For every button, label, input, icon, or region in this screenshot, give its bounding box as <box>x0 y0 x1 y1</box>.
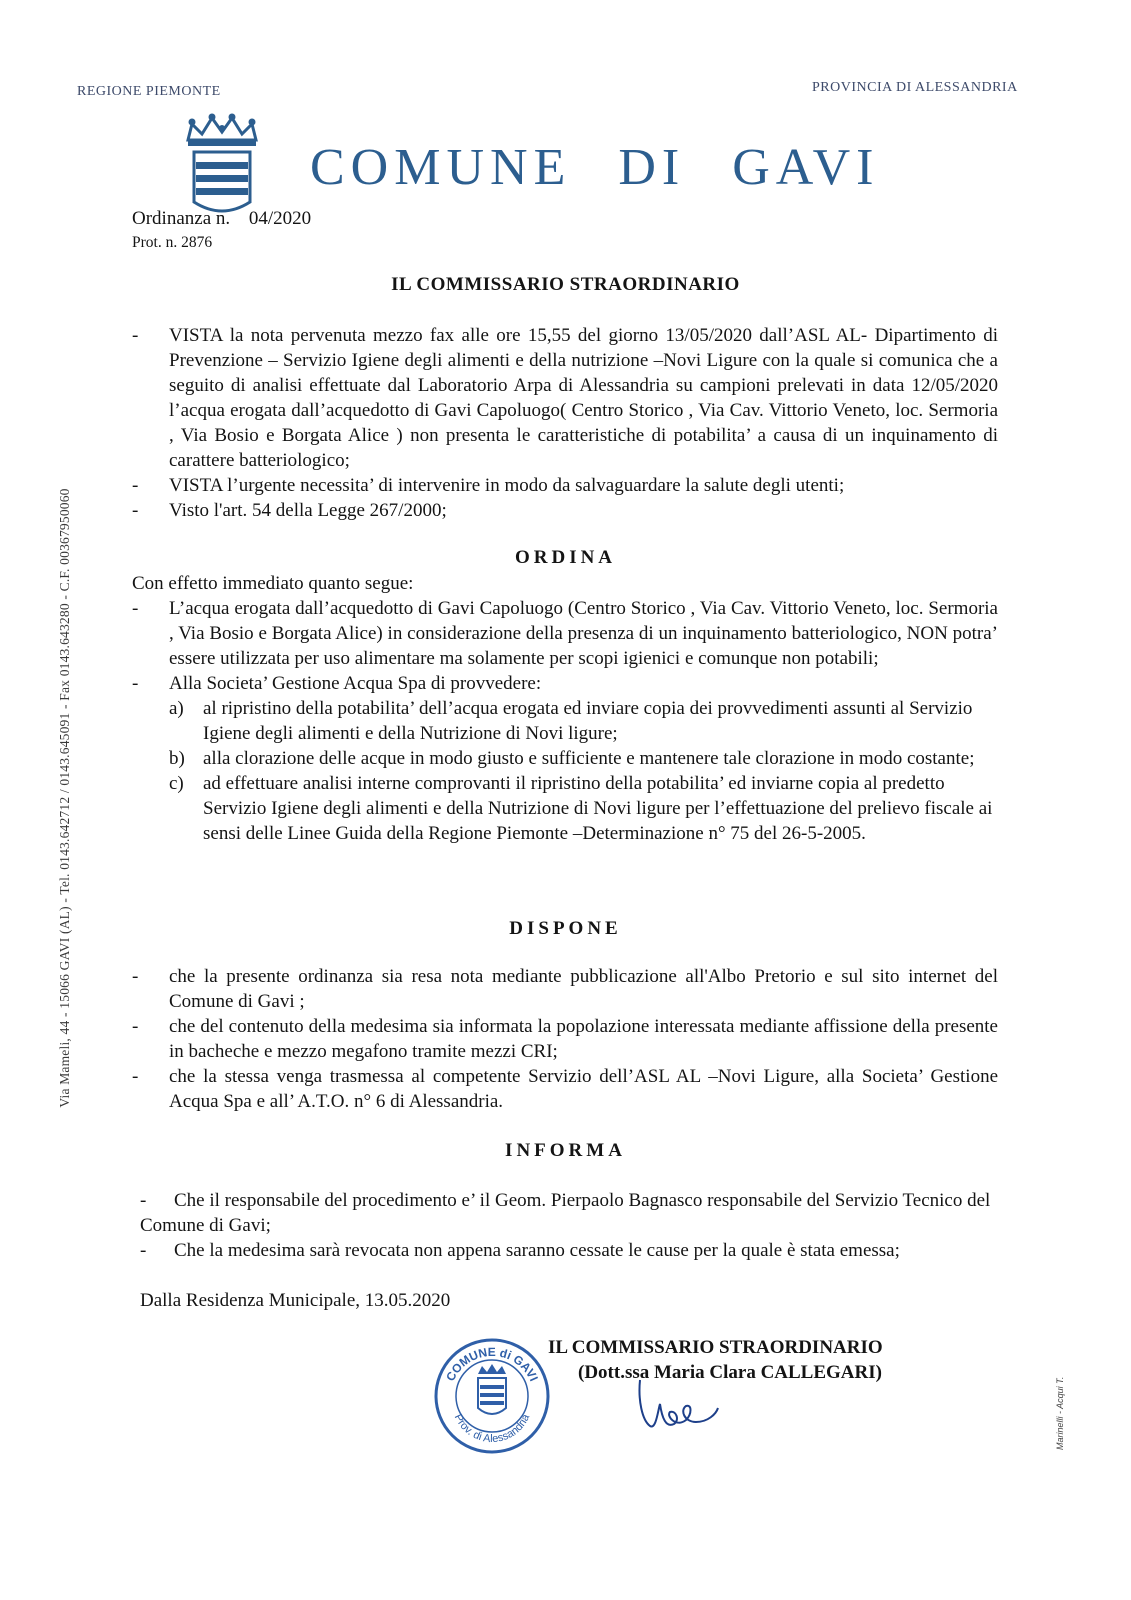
dispone-heading: DISPONE <box>509 918 622 939</box>
svg-text:Prov. di Alessandria: Prov. di Alessandria <box>451 1412 533 1446</box>
informa-item: - Che il responsabile del procedimento e’ il Geom. Pierpaolo Bagnasco responsabile del Servizio Tecnico del Comune di Gavi; <box>140 1190 991 1236</box>
ordina-item: - Alla Societa’ Gestione Acqua Spa di provvedere: <box>132 671 998 696</box>
printer-mark: Marinelli - Acqui T. <box>1055 1376 1065 1450</box>
ordina-sub-item: c) ad effettuare analisi interne comprovanti il ripristino della potabilita’ ed inviarne copia al predetto Servizio Igiene degli alimenti e della Nutrizione di Novi ligure per l’effettuazione del prelievo fiscale ai sensi delle Linee Guida della Regione Piemonte –Determinazione n° 75 del 26-5-2005. <box>169 773 993 844</box>
ordina-intro: Con effetto immediato quanto segue: <box>132 573 414 594</box>
protocol-number: Prot. n. 2876 <box>132 234 213 251</box>
handwritten-signature-icon <box>600 1370 780 1440</box>
ordina-section <box>132 571 998 846</box>
signature-name: (Dott.ssa Maria Clara CALLEGARI) <box>578 1362 882 1383</box>
ordinance-label: Ordinanza n. <box>132 208 231 229</box>
ordina-heading: ORDINA <box>514 547 617 568</box>
premise-item: - VISTA l’urgente necessita’ di intervenire in modo da salvaguardare la salute degli utenti; <box>132 473 998 498</box>
premise-item: - Visto l'art. 54 della Legge 267/2000; <box>132 498 998 523</box>
informa-section <box>140 1188 1000 1263</box>
place-date: Dalla Residenza Municipale, 13.05.2020 <box>140 1290 451 1311</box>
coat-of-arms-icon <box>182 112 262 222</box>
ordinance-line <box>132 208 311 230</box>
sidebar-address: Via Mameli, 44 - 15066 GAVI (AL) - Tel. 0143.642712 / 0143.645091 - Fax 0143.643280 - C.F. 00367950060 <box>57 488 72 1108</box>
dispone-item: - che la stessa venga trasmessa al competente Servizio dell’ASL AL –Novi Ligure, alla Societa’ Gestione Acqua Spa e all’ A.T.O. n° 6 di Alessandria. <box>132 1064 998 1114</box>
ordinance-number: 04/2020 <box>248 208 312 229</box>
premises-section <box>132 323 998 523</box>
ordina-sub-item: a) al ripristino della potabilita’ dell’acqua erogata ed inviare copia dei provvedimenti assunti al Servizio Igiene degli alimenti e della Nutrizione di Novi ligure; <box>169 698 973 744</box>
informa-heading: INFORMA <box>505 1140 626 1161</box>
signature-title: IL COMMISSARIO STRAORDINARIO <box>548 1337 883 1358</box>
ordina-item: - L’acqua erogata dall’acquedotto di Gavi Capoluogo (Centro Storico , Via Cav. Vittorio Veneto, loc. Sermoria , Via Bosio e Borgata Alice) in considerazione della presenza di un inquinamento batteriologico, NON potra’ essere utilizzata per uso alimentare ma solamente per scopi igienici e comunque non potabili; <box>132 596 998 671</box>
province-label: PROVINCIA DI ALESSANDRIA <box>812 80 1018 95</box>
svg-text:COMUNE di GAVI: COMUNE di GAVI <box>443 1344 541 1384</box>
ordina-sub-item: b) alla clorazione delle acque in modo giusto e sufficiente e mantenere tale clorazione in modo costante; <box>169 748 975 769</box>
page-title: COMUNE DI GAVI <box>310 139 880 196</box>
dispone-section <box>132 964 998 1114</box>
dispone-item: - che del contenuto della medesima sia informata la popolazione interessata mediante affissione della presente in bacheche e mezzo megafono tramite mezzi CRI; <box>132 1014 998 1064</box>
document-heading: IL COMMISSARIO STRAORDINARIO <box>391 274 740 295</box>
dispone-item: - che la presente ordinanza sia resa nota mediante pubblicazione all'Albo Pretorio e sul sito internet del Comune di Gavi ; <box>132 964 998 1014</box>
informa-item: - Che la medesima sarà revocata non appena saranno cessate le cause per la quale è stata emessa; <box>140 1240 900 1261</box>
region-label: REGIONE PIEMONTE <box>77 84 221 99</box>
municipal-stamp-icon <box>432 1336 552 1456</box>
premise-item: - VISTA la nota pervenuta mezzo fax alle ore 15,55 del giorno 13/05/2020 dall’ASL AL- Dipartimento di Prevenzione – Servizio Igiene degli alimenti e della nutrizione –Novi Ligure con la quale si comunica che a seguito di analisi effettuate dal Laboratorio Arpa di Alessandria su campioni prelevati in data 12/05/2020 l’acqua erogata dall’acquedotto di Gavi Capoluogo( Centro Storico , Via Cav. Vittorio Veneto, loc. Sermoria , Via Bosio e Borgata Alice ) non presenta le caratteristiche di potabilita’ a causa di un inquinamento di carattere batteriologico; <box>132 323 998 473</box>
